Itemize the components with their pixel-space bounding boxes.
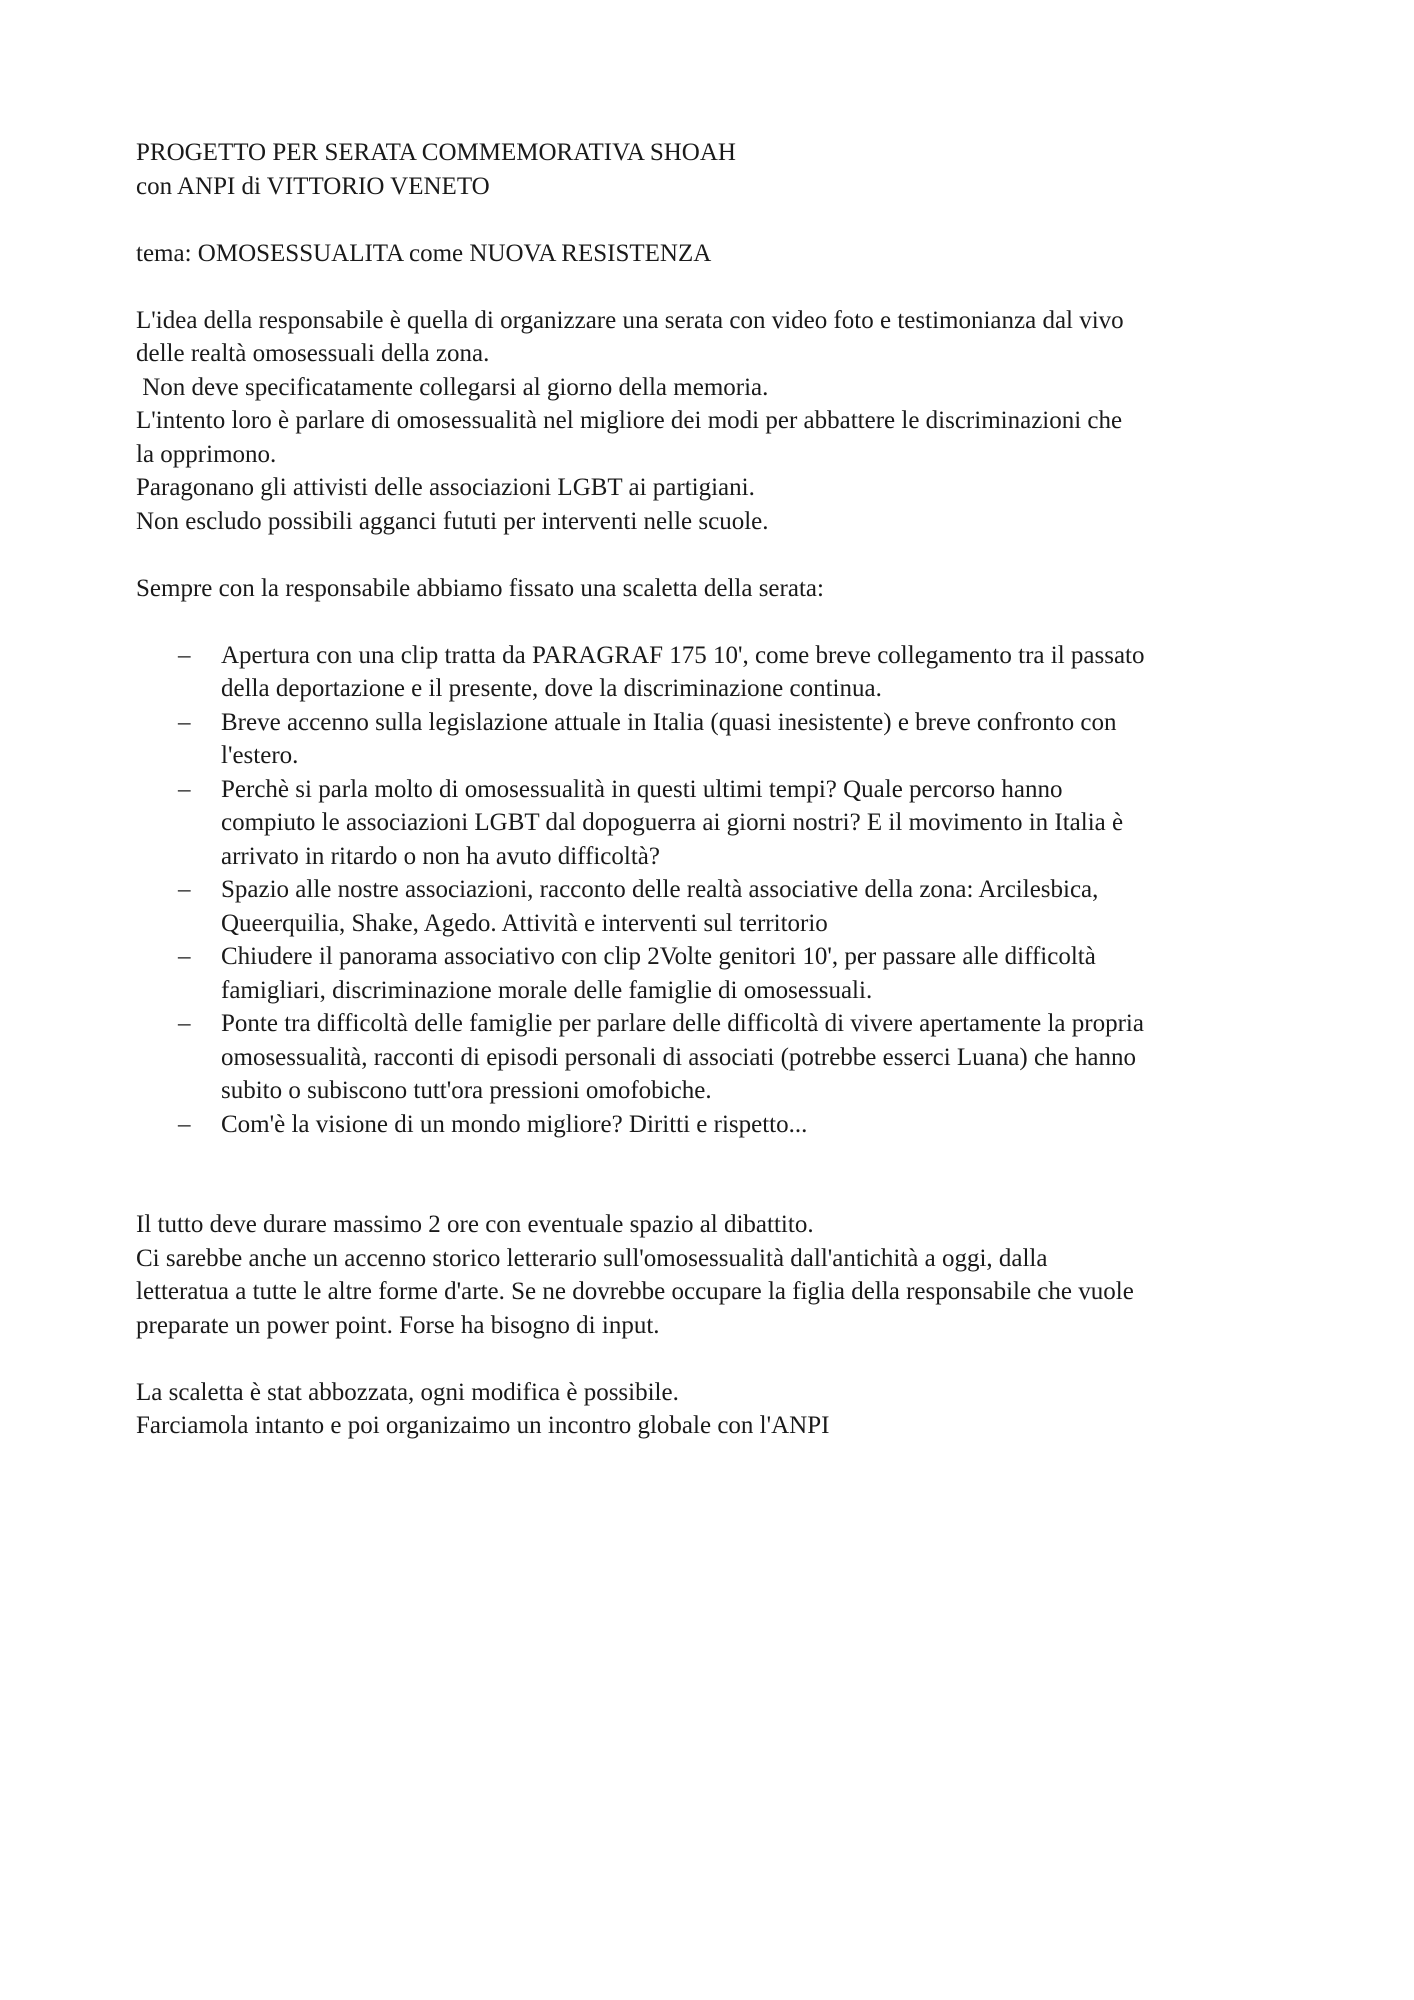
dash-bullet: –: [178, 1010, 191, 1037]
list-item-line: Queerquilia, Shake, Agedo. Attività e interventi sul territorio: [221, 909, 828, 937]
intro-line: Paragonano gli attivisti delle associazioni LGBT ai partigiani.: [136, 474, 755, 501]
closing-line: Farciamola intanto e poi organizaimo un incontro globale con l'ANPI: [136, 1412, 830, 1439]
list-item-line: Breve accenno sulla legislazione attuale in Italia (quasi inesistente) e breve confronto con: [221, 708, 1117, 736]
dash-bullet: –: [178, 1110, 191, 1138]
list-item-line: Chiudere il panorama associativo con clip 2Volte genitori 10', per passare alle difficoltà: [221, 943, 1096, 970]
dash-bullet: –: [178, 641, 191, 669]
list-item-line: arrivato in ritardo o non ha avuto difficoltà?: [221, 842, 660, 870]
list-item: [136, 639, 1296, 706]
list-item: [136, 940, 1296, 1007]
list-item-line: Apertura con una clip tratta da PARAGRAF 175 10', come breve collegamento tra il passato: [221, 641, 1145, 669]
list-item: [136, 773, 1296, 874]
intro-line: Non escludo possibili agganci fututi per interventi nelle scuole.: [136, 507, 769, 535]
closing-line: letteratua a tutte le altre forme d'arte. Se ne dovrebbe occupare la figlia della responsabile che vuole: [136, 1278, 1134, 1305]
scaletta-intro: Sempre con la responsabile abbiamo fissato una scaletta della serata:: [136, 574, 824, 602]
list-item-line: della deportazione e il presente, dove la discriminazione continua.: [221, 675, 882, 702]
list-item-line: famigliari, discriminazione morale delle famiglie di omosessuali.: [221, 976, 873, 1004]
list-item: [136, 706, 1296, 773]
dash-bullet: –: [178, 876, 191, 903]
closing-line: Ci sarebbe anche un accenno storico letterario sull'omosessualità dall'antichità a oggi, dalla: [136, 1244, 1048, 1272]
closing-line: La scaletta è stat abbozzata, ogni modifica è possibile.: [136, 1378, 679, 1406]
closing-line: Il tutto deve durare massimo 2 ore con eventuale spazio al dibattito.: [136, 1211, 814, 1238]
intro-line: Non deve specificatamente collegarsi al giorno della memoria.: [136, 373, 769, 401]
intro-line: L'intento loro è parlare di omosessualità nel migliore dei modi per abbattere le discriminazioni che: [136, 407, 1123, 434]
title-line-1: PROGETTO PER SERATA COMMEMORATIVA SHOAH: [136, 139, 736, 166]
list-item-line: Ponte tra difficoltà delle famiglie per parlare delle difficoltà di vivere apertamente la propria: [221, 1010, 1144, 1037]
dash-bullet: –: [178, 708, 191, 736]
dash-bullet: –: [178, 943, 191, 970]
list-item: [136, 1007, 1296, 1108]
list-item: [136, 1108, 1296, 1142]
closing-paragraph-2: [136, 1376, 1296, 1443]
closing-paragraph-1: [136, 1208, 1296, 1342]
title-line-2: con ANPI di VITTORIO VENETO: [136, 172, 490, 200]
list-item-line: l'estero.: [221, 742, 299, 769]
intro-line: delle realtà omosessuali della zona.: [136, 340, 490, 367]
list-item-line: compiuto le associazioni LGBT dal dopoguerra ai giorni nostri? E il movimento in Italia è: [221, 809, 1124, 836]
intro-line: L'idea della responsabile è quella di organizzare una serata con video foto e testimonianza dal vivo: [136, 306, 1124, 334]
list-item-line: Perchè si parla molto di omosessualità in questi ultimi tempi? Quale percorso hanno: [221, 775, 1063, 803]
list-item-line: omosessualità, racconti di episodi personali di associati (potrebbe esserci Luana) che hanno: [221, 1043, 1136, 1071]
scaletta-list: [136, 639, 1296, 1142]
closing-line: preparate un power point. Forse ha bisogno di input.: [136, 1311, 660, 1339]
dash-bullet: –: [178, 775, 191, 803]
list-item-line: Spazio alle nostre associazioni, racconto delle realtà associative della zona: Arcilesbica,: [221, 876, 1099, 903]
document-title: [136, 136, 1296, 203]
list-item-line: Com'è la visione di un mondo migliore? Diritti e rispetto...: [221, 1110, 808, 1138]
document-page: [136, 136, 1296, 1443]
tema-line: tema: OMOSESSUALITA come NUOVA RESISTENZA: [136, 239, 712, 267]
intro-paragraph: [136, 304, 1296, 539]
list-item-line: subito o subiscono tutt'ora pressioni omofobiche.: [221, 1077, 712, 1104]
intro-line: la opprimono.: [136, 440, 277, 468]
list-item: [136, 873, 1296, 940]
